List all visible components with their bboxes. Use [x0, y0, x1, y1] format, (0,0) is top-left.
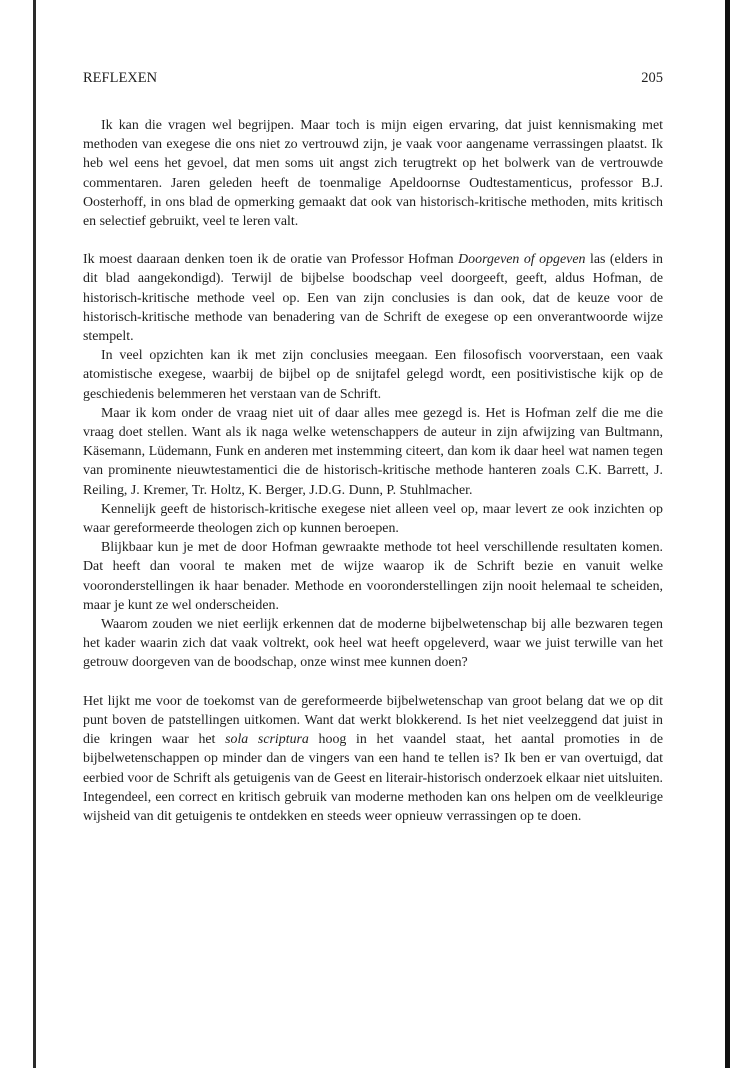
paragraph-2-before: Ik moest daaraan denken toen ik de oratie van Professor Hofman	[83, 252, 459, 268]
scan-edge-right	[725, 0, 730, 1068]
scan-edge-left	[33, 0, 36, 1068]
running-header	[83, 70, 663, 90]
paragraph-8-before: Het lijkt me voor de toekomst van de gereformeerde bijbelwetenschap van groot belang dat we op dit punt boven de patstellingen uitkomen. Want dat werkt blokkerend. Is het niet veelzeggend dat juist in die kringen waar het	[83, 693, 663, 748]
paragraph-3: In veel opzichten kan ik met zijn conclusies meegaan. Een filosofisch voorverstaan, een vaak atomistische exegese, waarbij de bijbel op de snijtafel gelegd wordt, een positivistische kijk op de geschiedenis belemmeren het verstaan van de Schrift.	[83, 348, 663, 402]
paragraph-6: Blijkbaar kun je met de door Hofman gewraakte methode tot heel verschillende resultaten komen. Dat heeft dan vooral te maken met de wijze waarop ik de Schrift bezie en vanuit welke vooronderstellingen ik haar benader. Methode en vooronderstellingen zijn nooit helemaal te scheiden, maar je kunt ze wel onderscheiden.	[83, 540, 663, 613]
running-title: REFLEXEN	[83, 70, 158, 86]
paragraph-8-after: hoog in het vaandel staat, het aantal promoties in de bijbelwetenschappen op minder dan de vingers van een hand te tellen is? Ik ben er van overtuigd, dat eerbied voor de Schrift als getuigenis van de Geest en literair-historisch onderzoek elkaar niet uitsluiten. Integendeel, een correct en kritisch gebruik van moderne methoden kan ons helpen om de veelkleurige wijsheid van dit getuigenis te ontdekken en steeds weer opnieuw verrassingen op te doen.	[83, 732, 663, 824]
paragraph-2-after: las (elders in dit blad aangekondigd). Terwijl de bijbelse boodschap veel doorgeeft, geeft, aldus Hofman, de historisch-kritische methode veel op. Een van zijn conclusies is dan ook, dat de keuze voor de historisch-kritische methode van benadering van de Schrift de exegese op een onverantwoorde wijze stempelt.	[83, 252, 664, 345]
paragraph-2	[83, 250, 663, 346]
paragraph-8	[83, 692, 663, 826]
sola-scriptura-phrase: sola scriptura	[225, 732, 309, 748]
paragraph-5: Kennelijk geeft de historisch-kritische exegese niet alleen veel op, maar levert ze ook inzichten op waar gereformeerde theologen zich op kunnen beroepen.	[83, 501, 663, 537]
paragraph-7: Waarom zouden we niet eerlijk erkennen dat de moderne bijbelwetenschap bij alle bezwaren tegen het kader waarin zich dat vaak voltrekt, ook heel wat heeft opgeleverd, waar we juist terwille van het getrouw doorgeven van de boodschap, onze winst mee kunnen doen?	[83, 617, 663, 671]
page	[83, 70, 663, 826]
paragraph-1: Ik kan die vragen wel begrijpen. Maar toch is mijn eigen ervaring, dat juist kennismaking met methoden van exegese die ons niet zo vertrouwd zijn, je vaak voor aangename verrassingen plaatst. Ik heb wel eens het gevoel, dat men soms uit angst zich terugtrekt op het bolwerk van de vertrouwde commentaren. Jaren geleden heeft de toenmalige Apeldoornse Oudtestamenticus, professor B.J. Oosterhoff, in ons blad de opmerking gemaakt dat ook van historisch-kritische methoden, mits kritisch en selectief gebruikt, veel te leren valt.	[83, 118, 663, 230]
page-number: 205	[641, 70, 663, 86]
paragraph-4: Maar ik kom onder de vraag niet uit of daar alles mee gezegd is. Het is Hofman zelf die me die vraag doet stellen. Want als ik naga welke wetenschappers de auteur in zijn afwijzing van Bultmann, Käsemann, Lüdemann, Funk en anderen met instemming citeert, dan kom ik daar heel wat namen tegen van prominente nieuwtestamentici die de historisch-kritische methode hanteren zoals C.K. Barrett, J. Reiling, J. Kremer, Tr. Holtz, K. Berger, J.D.G. Dunn, P. Stuhlmacher.	[83, 405, 663, 498]
oration-title: Doorgeven of opgeven	[458, 252, 586, 268]
